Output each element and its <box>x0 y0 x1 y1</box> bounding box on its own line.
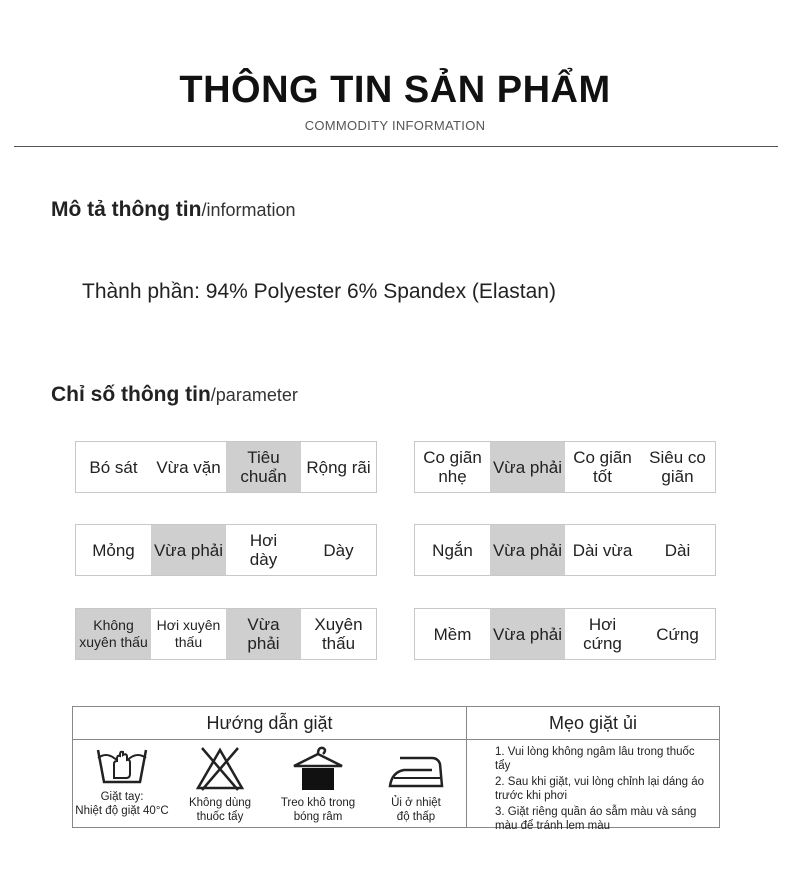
param-option: Hơi xuyên thấu <box>156 617 221 650</box>
param-option: Siêu co giãn <box>649 448 706 486</box>
param-option: Ngắn <box>432 540 473 560</box>
param-title-sub: /parameter <box>210 385 298 405</box>
param-option: Hơi cứng <box>583 615 622 653</box>
hang-dry-caption-2: bóng râm <box>293 811 343 823</box>
page-header <box>0 68 790 133</box>
care-item-hand-wash <box>73 740 171 827</box>
no-bleach-caption-1: Không dùng <box>188 797 252 809</box>
param-option-selected: Vừa phải <box>226 609 301 659</box>
hang-dry-shade-icon <box>290 744 346 794</box>
iron-caption-1: Ủi ở nhiệt <box>391 797 441 809</box>
param-option: Mỏng <box>92 540 135 560</box>
param-option: Dài <box>664 540 691 560</box>
iron-low-icon <box>386 744 446 794</box>
hand-wash-caption-1: Giặt tay: <box>100 791 144 803</box>
param-section-title <box>51 383 298 407</box>
param-option-selected: Vừa phải <box>490 442 565 492</box>
param-option-selected: Vừa phải <box>151 525 226 575</box>
param-option-selected: Tiêu chuẩn <box>226 442 301 492</box>
wash-guide-title: Hướng dẫn giặt <box>73 707 466 740</box>
info-section-title <box>51 198 296 222</box>
param-option: Cứng <box>656 624 699 644</box>
iron-caption-2: độ thấp <box>396 811 436 823</box>
tip-item: 1. Vui lòng không ngâm lâu trong thuốc tẩy <box>495 746 695 772</box>
param-title-main: Chỉ số thông tin <box>51 383 211 406</box>
param-option: Xuyên thấu <box>314 615 363 653</box>
param-option: Rộng rãi <box>306 457 371 477</box>
composition-text: Thành phần: 94% Polyester 6% Spandex (Elastan) <box>82 280 556 303</box>
wash-tips <box>467 707 719 832</box>
tip-item: 2. Sau khi giặt, vui lòng chỉnh lại dáng áo trước khi phơi <box>495 776 705 802</box>
param-group-transparency <box>75 608 377 660</box>
param-option: Co giãn nhẹ <box>423 448 482 486</box>
hand-wash-caption-2: Nhiệt độ giặt 40°C <box>75 805 169 817</box>
param-option-selected: Vừa phải <box>490 609 565 659</box>
param-option: Co giãn tốt <box>573 448 632 486</box>
care-box <box>72 706 720 832</box>
param-option-selected: Vừa phải <box>490 525 565 575</box>
hang-dry-caption-1: Treo khô trong <box>280 797 356 809</box>
info-title-main: Mô tả thông tin <box>51 198 202 221</box>
info-title-sub: /information <box>201 200 296 220</box>
param-option-selected: Không xuyên thấu <box>76 609 151 659</box>
header-divider <box>14 146 778 147</box>
page-title: THÔNG TIN SẢN PHẨM <box>179 69 611 111</box>
param-option: Vừa vặn <box>156 457 221 477</box>
param-group-fit <box>75 441 377 493</box>
param-option: Dày <box>323 540 354 560</box>
hand-wash-icon <box>94 744 150 788</box>
param-group-softness <box>414 608 716 660</box>
param-option: Dài vừa <box>572 540 633 560</box>
care-item-iron <box>367 740 465 827</box>
no-bleach-icon <box>192 744 248 794</box>
no-bleach-caption-2: thuốc tẩy <box>196 811 244 823</box>
param-option: Bó sát <box>89 457 138 477</box>
care-item-no-bleach <box>171 740 269 827</box>
param-group-thickness <box>75 524 377 576</box>
tip-item: 3. Giặt riêng quần áo sẫm màu và sáng màu để tránh lem màu <box>495 806 697 832</box>
param-group-length <box>414 524 716 576</box>
wash-guide <box>73 707 467 827</box>
page-subtitle: COMMODITY INFORMATION <box>304 118 486 133</box>
param-option: Hơi dày <box>249 531 278 569</box>
care-item-hang-dry <box>269 740 367 827</box>
param-option: Mềm <box>433 624 472 644</box>
param-group-elasticity <box>414 441 716 493</box>
wash-tips-title: Mẹo giặt ủi <box>467 707 719 740</box>
